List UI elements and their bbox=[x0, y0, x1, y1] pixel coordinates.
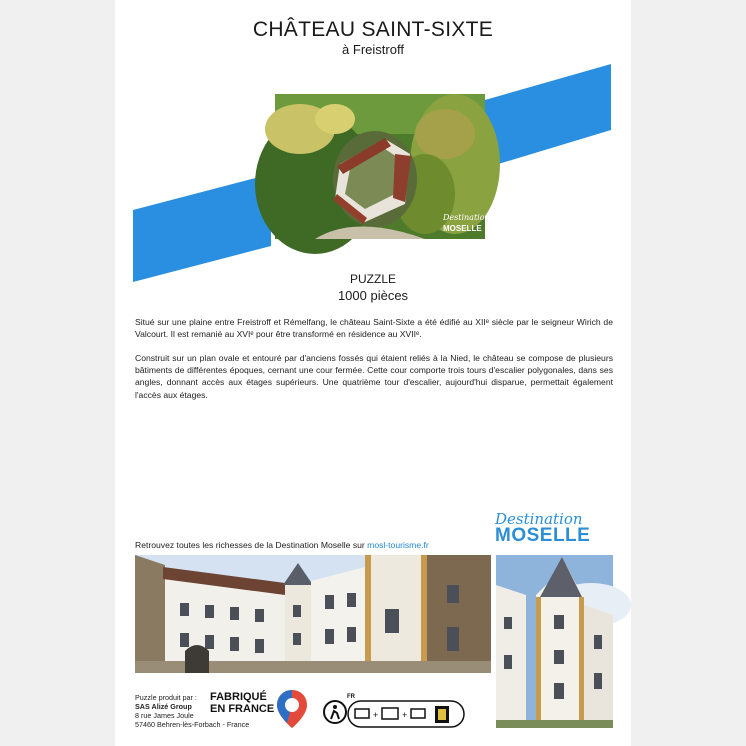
product-label: PUZZLE bbox=[349, 272, 396, 286]
hero-watermark-bold: MOSELLE bbox=[443, 224, 482, 233]
right-accent-band bbox=[485, 60, 617, 170]
promo-link[interactable]: mosl-tourisme.fr bbox=[367, 540, 429, 550]
puzzle-box-sheet bbox=[115, 0, 631, 746]
producer-street: 8 rue James Joule bbox=[135, 711, 194, 720]
recycle-person-icon bbox=[323, 700, 347, 724]
courtyard-photo bbox=[135, 555, 491, 673]
promo-text: Retrouvez toutes les richesses de la Destination Moselle sur bbox=[135, 540, 365, 550]
promo-line bbox=[135, 540, 429, 550]
description-paragraph-2: Construit sur un plan ovale et entouré par d'anciens fossés qui étaient reliés à la Nied, le château se compose de plusieurs bâtiments de différentes époques, cernant une cour fermée. Cette cour comporte trois tours d'escalier polygonales, dans ses angles, donnant accès aux étages supérieurs. Une quatrième tour d'escalier, aujourd'hui disparue, permettait également l'accès aux étages. bbox=[135, 353, 613, 400]
made-in-line-1: FABRIQUÉ bbox=[210, 691, 267, 703]
courtyard-illustration bbox=[135, 555, 491, 673]
piece-count: 1000 pièces bbox=[337, 288, 409, 303]
made-in-line-2: EN FRANCE bbox=[210, 702, 275, 715]
hero-watermark-script: Destination bbox=[443, 213, 490, 222]
left-accent-band bbox=[133, 170, 273, 286]
tower-illustration bbox=[496, 555, 613, 728]
aerial-castle-illustration bbox=[275, 94, 490, 239]
logo-bold-text: MOSELLE bbox=[495, 525, 591, 546]
producer-city: 57460 Behren-lès-Forbach - France bbox=[135, 720, 250, 729]
destination-moselle-logo bbox=[495, 510, 617, 547]
recycle-tag-fr: FR bbox=[347, 694, 355, 700]
triman-recycling-icon bbox=[347, 700, 465, 728]
svg-text:+: + bbox=[402, 710, 408, 720]
svg-text:+: + bbox=[373, 710, 379, 720]
tower-photo bbox=[496, 555, 613, 728]
producer-company: SAS Alizé Group bbox=[135, 702, 192, 711]
page-title: CHÂTEAU SAINT-SIXTE bbox=[252, 18, 494, 41]
producer-label: Puzzle produit par : bbox=[135, 693, 197, 702]
page-subtitle: à Freistroff bbox=[342, 42, 404, 57]
hero-aerial-photo bbox=[275, 94, 490, 239]
description-paragraph-1: Situé sur une plaine entre Freistroff et Rémelfang, le château Saint-Sixte a été édifié au XIIᵉ siècle par le seigneur Wirich de Valcourt. Il est remanié au XVIᵉ pour être transformé en résidence au XVIIᵉ. bbox=[135, 317, 613, 340]
made-in-france-label bbox=[210, 692, 274, 715]
france-pin-icon bbox=[275, 688, 309, 730]
logo-script-text: Destination bbox=[495, 510, 583, 528]
